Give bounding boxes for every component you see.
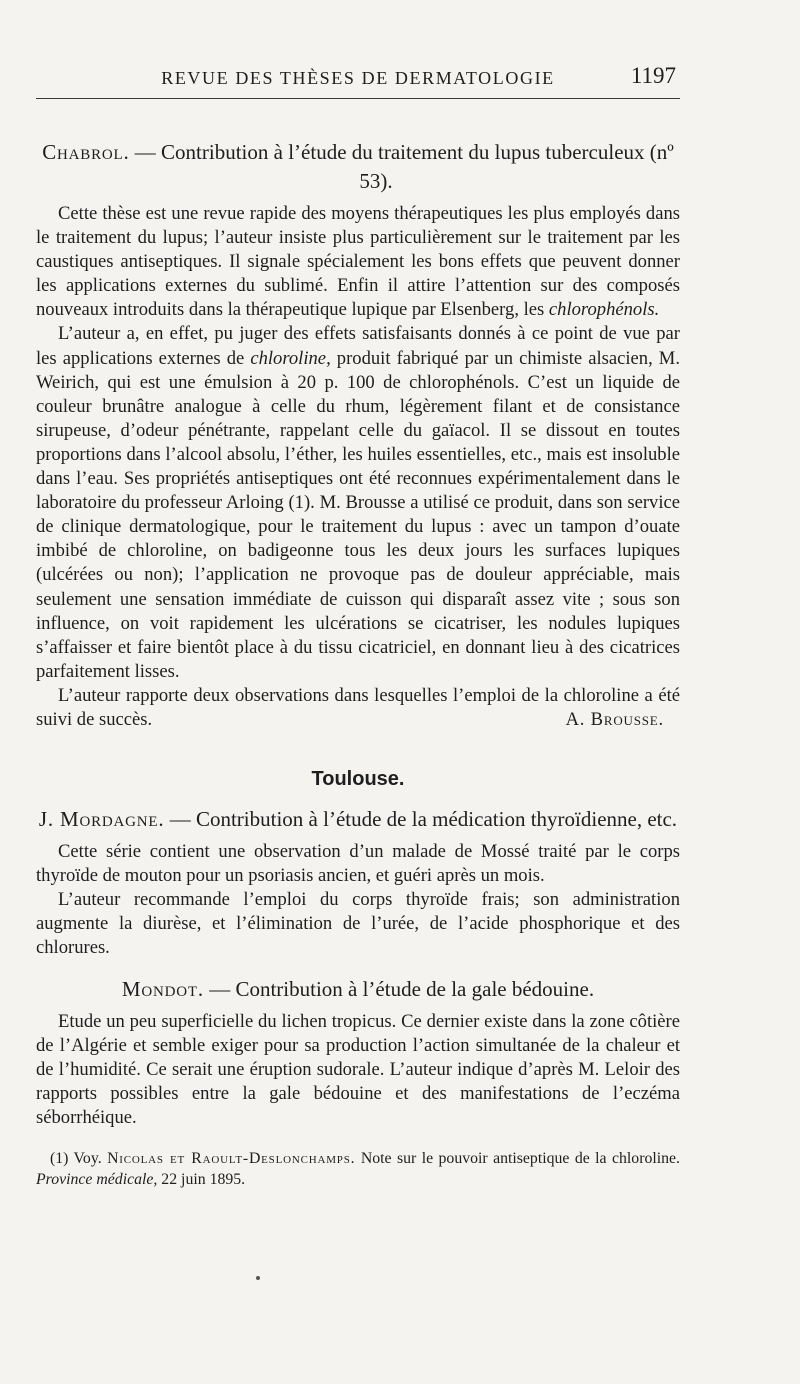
ink-speck bbox=[256, 1276, 260, 1280]
reviewer-signature: A. Brousse. bbox=[565, 708, 664, 730]
entry-dash: — bbox=[129, 140, 162, 164]
entry-heading-chabrol bbox=[36, 138, 680, 196]
footnote-authors: Nicolas et Raoult-Deslonchamps. bbox=[107, 1150, 356, 1167]
footnote-date: 22 juin 1895. bbox=[157, 1171, 246, 1188]
entry-dash: — bbox=[164, 807, 196, 832]
footnote-marker: (1) Voy. bbox=[50, 1150, 108, 1167]
paragraph-text: L’auteur a, en effet, pu juger des effets satisfaisants donnés à ce point de vue par les applications externes de bbox=[36, 323, 680, 369]
paragraph-text: Cette thèse est une revue rapide des moyens thérapeutiques les plus employés dans le traitement du lupus; l’auteur insiste plus particulièrement sur le traitement par les caustiques antiseptiques. Il signale spécialement les bons effets que peuvent donner les applications externes du sublimé. Enfin il attire l’attention sur des composés nouveaux introduits dans la thérapeutique lupique par Elsenberg, les bbox=[36, 203, 680, 321]
entry-title: Contribution à l’étude de la gale bédouine. bbox=[235, 976, 595, 1001]
page-number: 1197 bbox=[630, 63, 676, 88]
paragraph: Etude un peu superficielle du lichen tropicus. Ce dernier existe dans la zone côtière de l’Algérie et semble exiger pour sa production l’action simultanée de la chaleur et de l’humidité. Ce serait une éruption sudorale. L’auteur indique d’après M. Leloir des rapports possibles entre la gale bédouine et des manifestations de l’eczéma séborrhéique. bbox=[36, 1010, 680, 1128]
paragraph bbox=[36, 202, 680, 322]
footnote-journal: Province médicale, bbox=[36, 1171, 158, 1188]
entry-author: J. Mordagne. bbox=[38, 807, 165, 832]
paragraph bbox=[36, 322, 680, 683]
paragraph-text: L’auteur rapporte deux observations dans lesquelles l’emploi de la chloroline a été suivi de succès. bbox=[36, 684, 680, 730]
running-title: REVUE DES THÈSES DE DERMATOLOGIE bbox=[161, 68, 555, 88]
entry-author: Mondot. bbox=[121, 976, 204, 1001]
entry-title: Contribution à l’étude du traitement du lupus tuberculeux (nº 53). bbox=[161, 140, 674, 193]
entry-heading-mondot bbox=[36, 975, 680, 1004]
footnote bbox=[36, 1148, 680, 1190]
entry-dash: — bbox=[203, 976, 236, 1001]
italic-term: chloroline, bbox=[250, 347, 331, 369]
paragraph: L’auteur recommande l’emploi du corps thyroïde frais; son administration augmente la diurèse, et l’élimination de l’urée, de l’acide phosphorique et des chlorures. bbox=[36, 889, 680, 959]
entry-author: Chabrol. bbox=[42, 140, 130, 164]
footnote-text: Note sur le pouvoir antiseptique de la chloroline. bbox=[355, 1150, 680, 1167]
page-body bbox=[36, 138, 680, 1190]
italic-term: chlorophénols. bbox=[548, 299, 660, 321]
paragraph bbox=[36, 684, 680, 732]
entry-heading-mordagne bbox=[36, 805, 680, 834]
paragraph-text: produit fabriqué par un chimiste alsacien, M. Weirich, qui est une émulsion à 20 p. 100 de chlorophénols. C’est un liquide de couleur brunâtre analogue à celle du rhum, légèrement filant et de consistance sirupeuse, d’odeur pénétrante, rappelant celle du gaïacol. Il se dissout en toutes proportions dans l’alcool absolu, l’éther, les huiles essentielles, etc., mais est insoluble dans l’eau. Ses propriétés antiseptiques ont été reconnues expérimentalement dans le laboratoire du professeur Arloing (1). M. Brousse a utilisé ce produit, dans son service de clinique dermatologique, pour le traitement du lupus : avec un tampon d’ouate imbibé de chloroline, on badigeonne tous les deux jours les surfaces lupiques (ulcérées ou non); l’application ne provoque pas de douleur appréciable, mais seulement une sensation immédiate de cuisson qui disparaît assez vite ; sous son influence, on voit rapidement les ulcérations se cicatriser, les nodules lupiques s’affaisser et faire bientôt place à du tissu cicatriciel, en donnant lieu à des cicatrices parfaitement lisses. bbox=[36, 347, 680, 682]
entry-title: Contribution à l’étude de la médication thyroïdienne, etc. bbox=[195, 807, 678, 832]
section-title: Toulouse. bbox=[311, 768, 405, 791]
paragraph: Cette série contient une observation d’un malade de Mossé traité par le corps thyroïde de mouton pour un psoriasis ancien, et guéri après un mois. bbox=[36, 841, 680, 887]
page-header bbox=[36, 62, 680, 99]
